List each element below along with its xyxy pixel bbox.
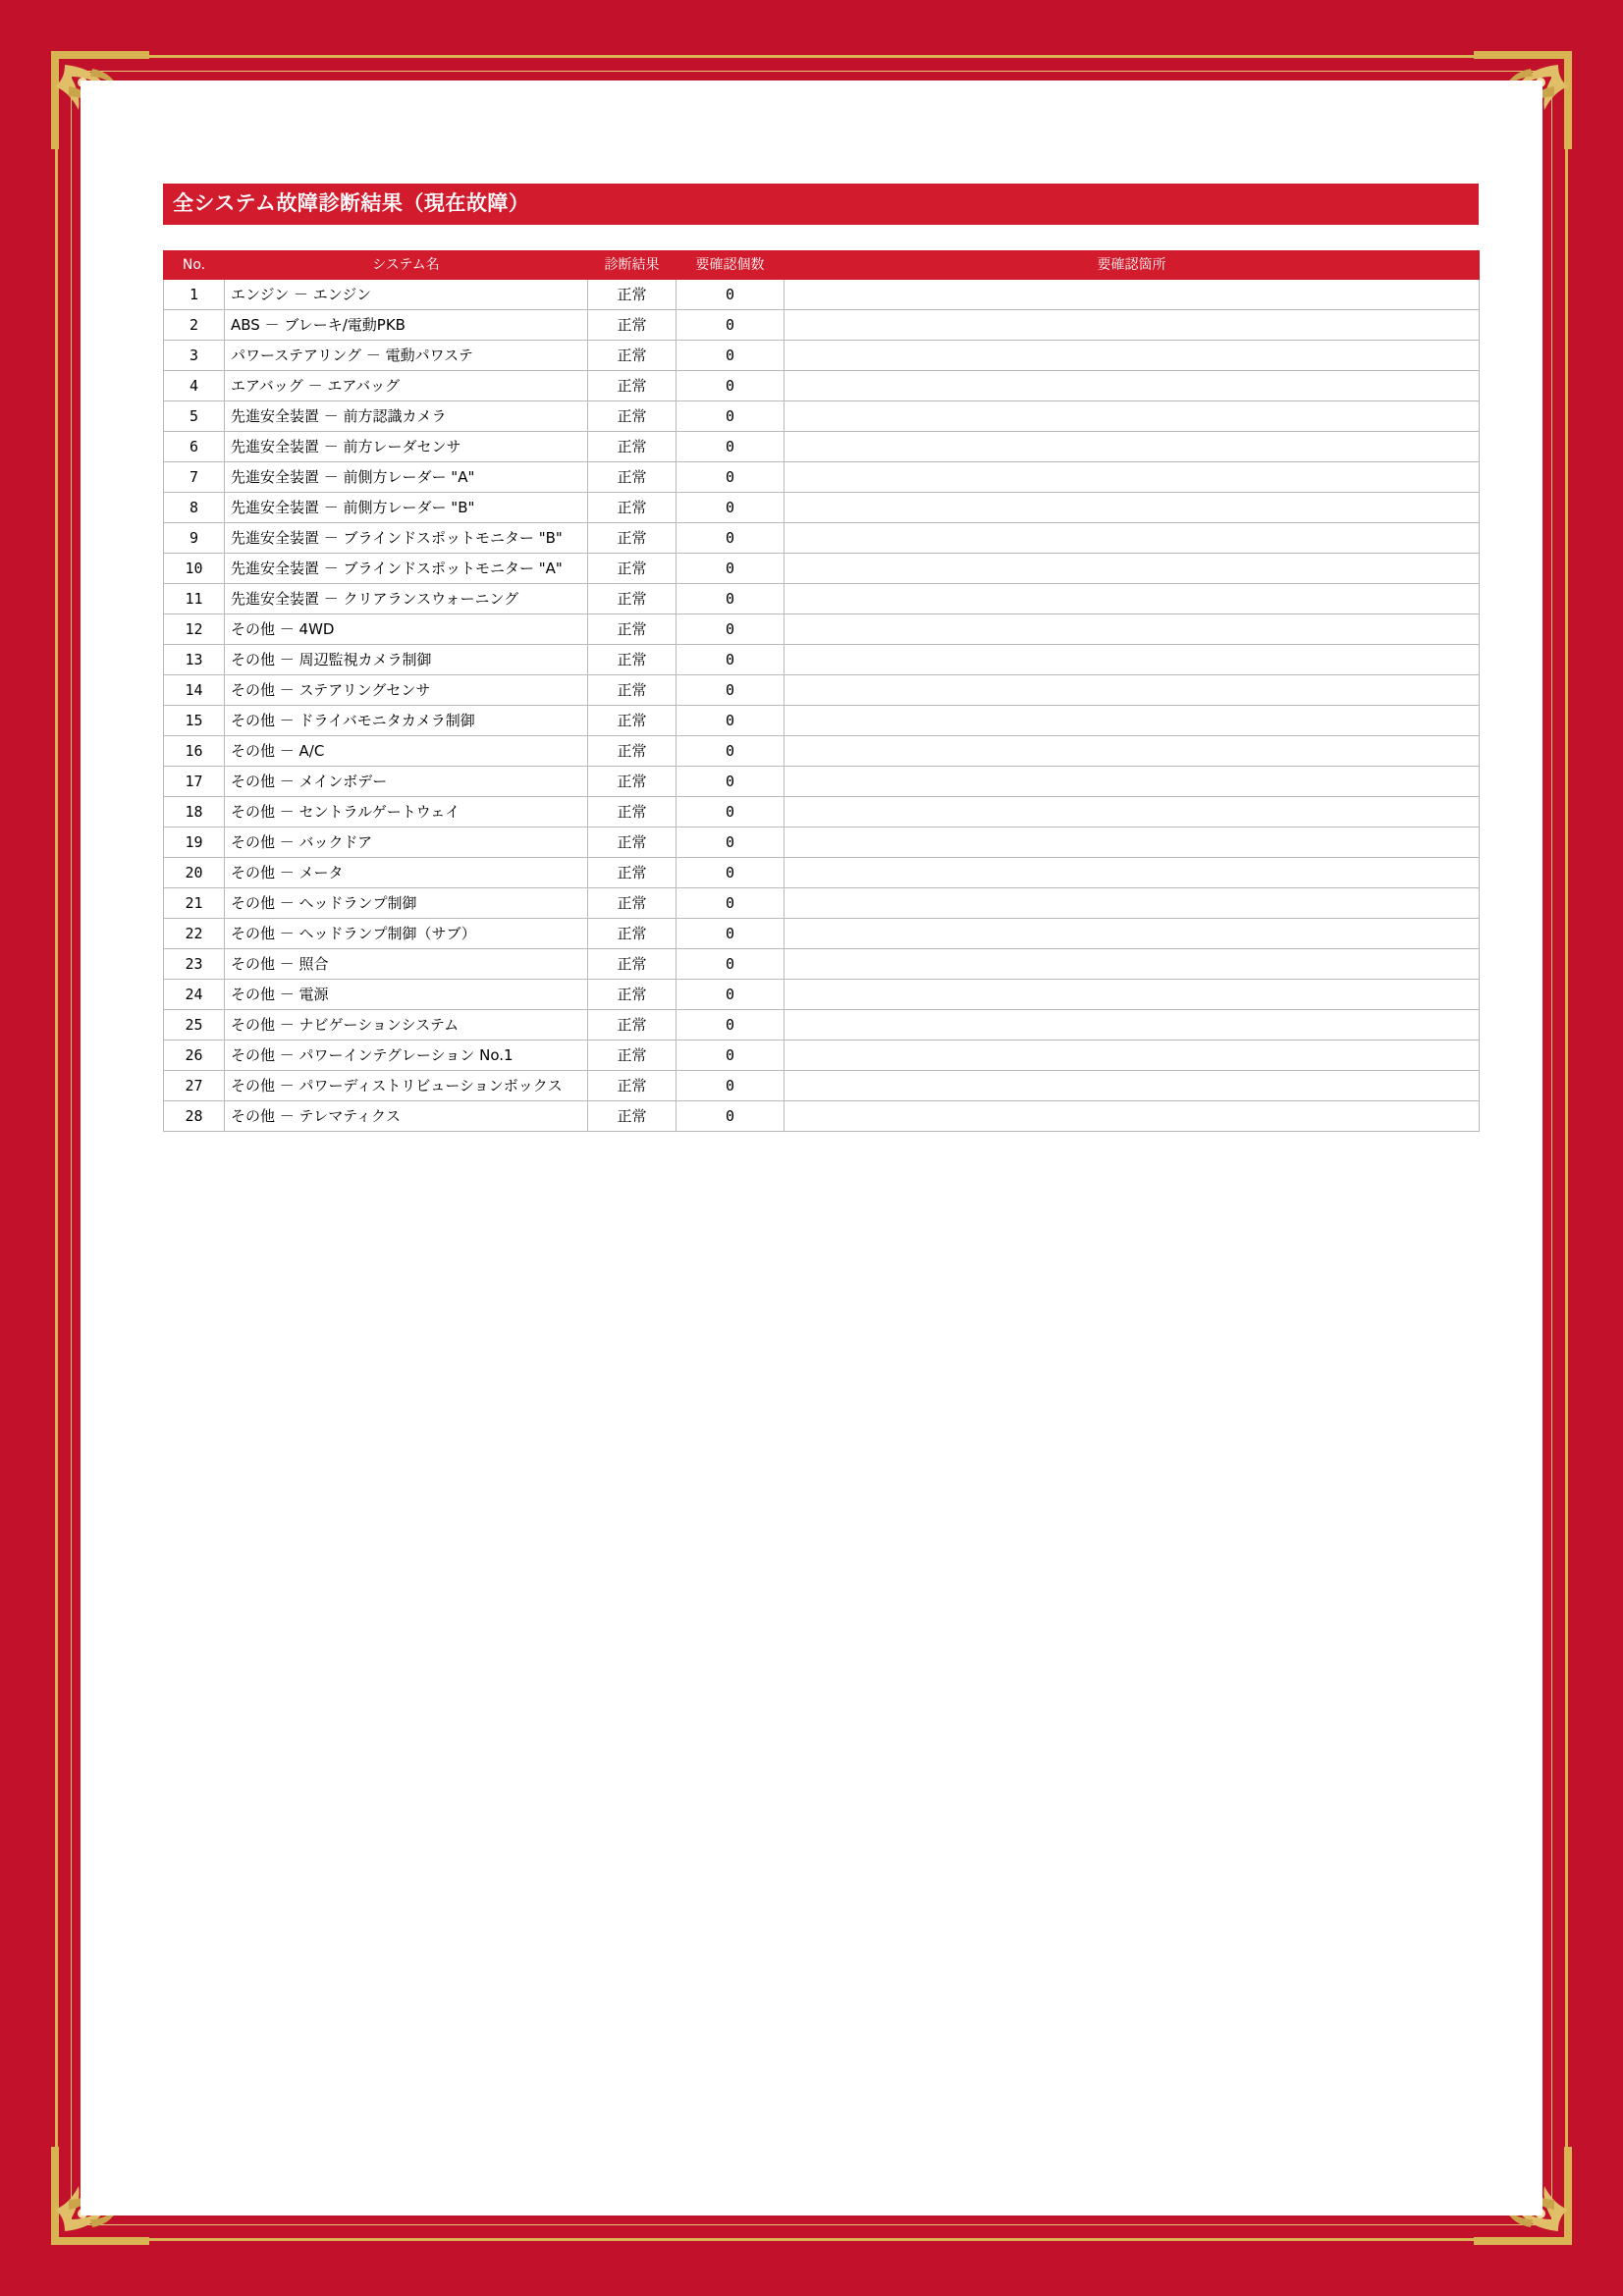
cell-check-location xyxy=(784,919,1480,949)
cell-no: 1 xyxy=(164,280,225,310)
cell-no: 6 xyxy=(164,432,225,462)
cell-no: 17 xyxy=(164,767,225,797)
cell-check-location xyxy=(784,371,1480,401)
cell-diagnosis-result: 正常 xyxy=(588,1010,676,1041)
cell-system-name: 先進安全装置 － 前方レーダセンサ xyxy=(225,432,588,462)
table-header-row xyxy=(164,251,1480,280)
cell-system-name: 先進安全装置 － 前側方レーダー "B" xyxy=(225,493,588,523)
table-row xyxy=(164,614,1480,645)
cell-diagnosis-result: 正常 xyxy=(588,523,676,554)
cell-check-location xyxy=(784,767,1480,797)
cell-check-location xyxy=(784,828,1480,858)
cell-diagnosis-result: 正常 xyxy=(588,462,676,493)
cell-check-count: 0 xyxy=(676,1101,784,1132)
cell-diagnosis-result: 正常 xyxy=(588,736,676,767)
table-row xyxy=(164,888,1480,919)
cell-no: 13 xyxy=(164,645,225,675)
cell-check-location xyxy=(784,310,1480,341)
cell-system-name: その他 － ステアリングセンサ xyxy=(225,675,588,706)
cell-no: 26 xyxy=(164,1041,225,1071)
cell-system-name: エンジン － エンジン xyxy=(225,280,588,310)
cell-no: 2 xyxy=(164,310,225,341)
table-row xyxy=(164,280,1480,310)
cell-diagnosis-result: 正常 xyxy=(588,493,676,523)
table-row xyxy=(164,1041,1480,1071)
cell-check-count: 0 xyxy=(676,1041,784,1071)
cell-no: 16 xyxy=(164,736,225,767)
cell-check-location xyxy=(784,1101,1480,1132)
cell-check-count: 0 xyxy=(676,858,784,888)
cell-system-name: エアバッグ － エアバッグ xyxy=(225,371,588,401)
cell-system-name: 先進安全装置 － ブラインドスポットモニター "B" xyxy=(225,523,588,554)
cell-check-count: 0 xyxy=(676,523,784,554)
cell-check-location xyxy=(784,401,1480,432)
cell-check-count: 0 xyxy=(676,706,784,736)
cell-check-location xyxy=(784,523,1480,554)
cell-check-location xyxy=(784,493,1480,523)
table-row xyxy=(164,736,1480,767)
cell-check-count: 0 xyxy=(676,645,784,675)
report-content xyxy=(163,184,1479,1132)
cell-diagnosis-result: 正常 xyxy=(588,706,676,736)
cell-system-name: パワーステアリング － 電動パワステ xyxy=(225,341,588,371)
cell-no: 12 xyxy=(164,614,225,645)
cell-diagnosis-result: 正常 xyxy=(588,614,676,645)
cell-check-count: 0 xyxy=(676,432,784,462)
cell-diagnosis-result: 正常 xyxy=(588,432,676,462)
cell-no: 22 xyxy=(164,919,225,949)
table-row xyxy=(164,645,1480,675)
cell-no: 14 xyxy=(164,675,225,706)
cell-check-count: 0 xyxy=(676,1010,784,1041)
cell-check-location xyxy=(784,858,1480,888)
cell-system-name: その他 － パワーインテグレーション No.1 xyxy=(225,1041,588,1071)
table-body xyxy=(164,280,1480,1132)
cell-check-count: 0 xyxy=(676,341,784,371)
cell-system-name: その他 － 電源 xyxy=(225,980,588,1010)
cell-no: 5 xyxy=(164,401,225,432)
column-header-system-name: システム名 xyxy=(225,251,588,280)
table-row xyxy=(164,980,1480,1010)
table-row xyxy=(164,523,1480,554)
cell-system-name: その他 － ドライバモニタカメラ制御 xyxy=(225,706,588,736)
cell-diagnosis-result: 正常 xyxy=(588,980,676,1010)
cell-no: 11 xyxy=(164,584,225,614)
cell-diagnosis-result: 正常 xyxy=(588,797,676,828)
cell-diagnosis-result: 正常 xyxy=(588,401,676,432)
cell-diagnosis-result: 正常 xyxy=(588,645,676,675)
cell-no: 9 xyxy=(164,523,225,554)
cell-check-count: 0 xyxy=(676,675,784,706)
cell-check-count: 0 xyxy=(676,980,784,1010)
cell-no: 15 xyxy=(164,706,225,736)
cell-system-name: その他 － バックドア xyxy=(225,828,588,858)
column-header-no: No. xyxy=(164,251,225,280)
cell-system-name: その他 － 照合 xyxy=(225,949,588,980)
cell-diagnosis-result: 正常 xyxy=(588,554,676,584)
cell-check-location xyxy=(784,1041,1480,1071)
cell-system-name: その他 － セントラルゲートウェイ xyxy=(225,797,588,828)
cell-diagnosis-result: 正常 xyxy=(588,858,676,888)
cell-check-count: 0 xyxy=(676,1071,784,1101)
cell-check-location xyxy=(784,341,1480,371)
cell-diagnosis-result: 正常 xyxy=(588,341,676,371)
cell-check-count: 0 xyxy=(676,401,784,432)
cell-check-location xyxy=(784,888,1480,919)
cell-check-count: 0 xyxy=(676,462,784,493)
table-row xyxy=(164,858,1480,888)
cell-system-name: その他 － メータ xyxy=(225,858,588,888)
paper-surface xyxy=(81,80,1542,2216)
cell-system-name: 先進安全装置 － クリアランスウォーニング xyxy=(225,584,588,614)
table-header xyxy=(164,251,1480,280)
cell-check-count: 0 xyxy=(676,949,784,980)
cell-system-name: 先進安全装置 － ブラインドスポットモニター "A" xyxy=(225,554,588,584)
cell-no: 25 xyxy=(164,1010,225,1041)
cell-no: 27 xyxy=(164,1071,225,1101)
page-title: 全システム故障診断結果（現在故障） xyxy=(163,184,1479,225)
cell-check-count: 0 xyxy=(676,828,784,858)
table-row xyxy=(164,797,1480,828)
cell-check-location xyxy=(784,736,1480,767)
cell-no: 3 xyxy=(164,341,225,371)
cell-check-location xyxy=(784,614,1480,645)
column-header-diagnosis-result: 診断結果 xyxy=(588,251,676,280)
cell-no: 8 xyxy=(164,493,225,523)
table-row xyxy=(164,584,1480,614)
table-row xyxy=(164,462,1480,493)
table-row xyxy=(164,310,1480,341)
cell-system-name: その他 － 4WD xyxy=(225,614,588,645)
table-row xyxy=(164,919,1480,949)
cell-diagnosis-result: 正常 xyxy=(588,919,676,949)
cell-system-name: その他 － パワーディストリビューションボックス xyxy=(225,1071,588,1101)
cell-check-count: 0 xyxy=(676,736,784,767)
cell-check-location xyxy=(784,949,1480,980)
cell-check-count: 0 xyxy=(676,919,784,949)
cell-system-name: その他 － ヘッドランプ制御（サブ） xyxy=(225,919,588,949)
cell-diagnosis-result: 正常 xyxy=(588,1071,676,1101)
cell-no: 7 xyxy=(164,462,225,493)
cell-no: 4 xyxy=(164,371,225,401)
column-header-check-location: 要確認箇所 xyxy=(784,251,1480,280)
table-row xyxy=(164,341,1480,371)
table-row xyxy=(164,706,1480,736)
cell-check-count: 0 xyxy=(676,310,784,341)
cell-system-name: 先進安全装置 － 前側方レーダー "A" xyxy=(225,462,588,493)
table-row xyxy=(164,828,1480,858)
cell-check-count: 0 xyxy=(676,614,784,645)
table-row xyxy=(164,1101,1480,1132)
cell-diagnosis-result: 正常 xyxy=(588,675,676,706)
cell-system-name: その他 － メインボデー xyxy=(225,767,588,797)
cell-check-count: 0 xyxy=(676,493,784,523)
table-row xyxy=(164,767,1480,797)
cell-no: 28 xyxy=(164,1101,225,1132)
table-row xyxy=(164,1010,1480,1041)
table-row xyxy=(164,675,1480,706)
cell-check-location xyxy=(784,462,1480,493)
cell-check-location xyxy=(784,1010,1480,1041)
table-row xyxy=(164,1071,1480,1101)
cell-diagnosis-result: 正常 xyxy=(588,280,676,310)
cell-system-name: ABS － ブレーキ/電動PKB xyxy=(225,310,588,341)
cell-system-name: その他 － ヘッドランプ制御 xyxy=(225,888,588,919)
cell-no: 18 xyxy=(164,797,225,828)
cell-no: 23 xyxy=(164,949,225,980)
cell-no: 21 xyxy=(164,888,225,919)
cell-no: 10 xyxy=(164,554,225,584)
table-row xyxy=(164,432,1480,462)
cell-check-count: 0 xyxy=(676,371,784,401)
cell-diagnosis-result: 正常 xyxy=(588,371,676,401)
cell-check-location xyxy=(784,797,1480,828)
cell-diagnosis-result: 正常 xyxy=(588,1041,676,1071)
cell-diagnosis-result: 正常 xyxy=(588,888,676,919)
cell-diagnosis-result: 正常 xyxy=(588,828,676,858)
cell-check-count: 0 xyxy=(676,584,784,614)
column-header-check-count: 要確認個数 xyxy=(676,251,784,280)
table-row xyxy=(164,554,1480,584)
cell-no: 19 xyxy=(164,828,225,858)
cell-check-location xyxy=(784,584,1480,614)
cell-check-location xyxy=(784,280,1480,310)
cell-diagnosis-result: 正常 xyxy=(588,767,676,797)
cell-system-name: その他 － 周辺監視カメラ制御 xyxy=(225,645,588,675)
cell-check-location xyxy=(784,980,1480,1010)
diagnosis-results-table xyxy=(163,250,1480,1132)
table-row xyxy=(164,401,1480,432)
cell-diagnosis-result: 正常 xyxy=(588,584,676,614)
cell-check-location xyxy=(784,675,1480,706)
cell-check-location xyxy=(784,645,1480,675)
cell-diagnosis-result: 正常 xyxy=(588,949,676,980)
table-row xyxy=(164,949,1480,980)
cell-system-name: 先進安全装置 － 前方認識カメラ xyxy=(225,401,588,432)
cell-system-name: その他 － A/C xyxy=(225,736,588,767)
cell-check-location xyxy=(784,432,1480,462)
cell-check-location xyxy=(784,554,1480,584)
table-row xyxy=(164,371,1480,401)
cell-check-count: 0 xyxy=(676,767,784,797)
cell-check-count: 0 xyxy=(676,797,784,828)
cell-diagnosis-result: 正常 xyxy=(588,1101,676,1132)
cell-no: 20 xyxy=(164,858,225,888)
cell-system-name: その他 － テレマティクス xyxy=(225,1101,588,1132)
cell-check-location xyxy=(784,706,1480,736)
cell-check-count: 0 xyxy=(676,280,784,310)
cell-diagnosis-result: 正常 xyxy=(588,310,676,341)
cell-no: 24 xyxy=(164,980,225,1010)
table-row xyxy=(164,493,1480,523)
cell-check-count: 0 xyxy=(676,554,784,584)
cell-system-name: その他 － ナビゲーションシステム xyxy=(225,1010,588,1041)
cell-check-location xyxy=(784,1071,1480,1101)
cell-check-count: 0 xyxy=(676,888,784,919)
